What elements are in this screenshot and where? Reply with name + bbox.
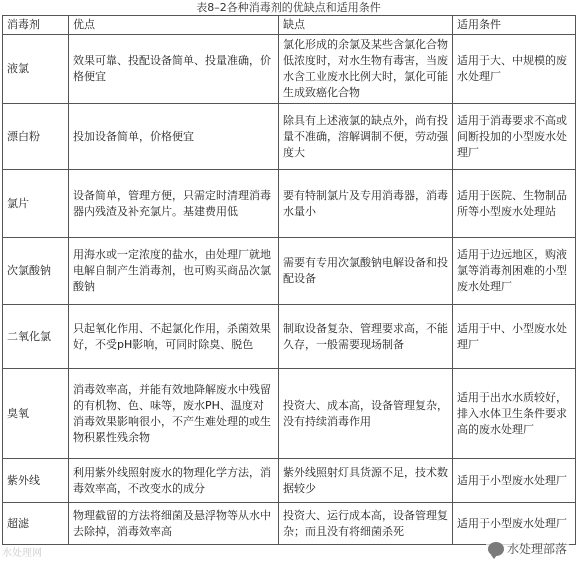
conditions-cell: 适用于小型废水处理厂 — [453, 459, 576, 503]
advantages-cell: 只起氧化作用、不起氯化作用，杀菌效果好，不受pH影响，可同时除臭、脱色 — [69, 305, 279, 369]
header-disadvantages: 缺点 — [279, 16, 453, 35]
table-row — [3, 459, 576, 503]
advantages-cell: 物理截留的方法将细菌及悬浮物等从水中去除掉，消毒效率高 — [69, 503, 279, 545]
watermark-right-label: 水处理部落 — [506, 542, 567, 556]
disadvantages-cell: 氯化形成的余氯及某些含氯化合物低浓度时，对水生物有毒害，当废水含工业废水比例大时，氯化可能生成致癌化合物 — [279, 35, 453, 104]
disadvantages-cell: 需要有专用次氯酸钠电解设备和投配设备 — [279, 238, 453, 305]
conditions-cell: 适用于医院、生物制品所等小型废水处理站 — [453, 170, 576, 238]
conditions-cell: 适用于消毒要求不高或间断投加的小型废水处理厂 — [453, 104, 576, 170]
advantages-cell: 投加设备简单，价格便宜 — [69, 104, 279, 170]
disinfectant-name: 氯片 — [3, 170, 69, 238]
table-row — [3, 503, 576, 545]
header-conditions: 适用条件 — [453, 16, 576, 35]
disinfectant-table — [2, 15, 576, 545]
conditions-cell: 适用于出水水质较好，排入水体卫生条件要求高的废水处理厂 — [453, 369, 576, 459]
disadvantages-cell: 要有特制氯片及专用消毒器，消毒水量小 — [279, 170, 453, 238]
table-header-row — [3, 16, 576, 35]
disinfectant-name: 液氯 — [3, 35, 69, 104]
disadvantages-cell: 投资大、成本高，设备管理复杂，没有持续消毒作用 — [279, 369, 453, 459]
watermark-left: 水处理网 — [2, 548, 42, 559]
table-row — [3, 35, 576, 104]
disadvantages-cell: 投资大、运行成本高，设备管理复杂；而且没有将细菌杀死 — [279, 503, 453, 545]
advantages-cell: 用海水或一定浓度的盐水，由处理厂就地电解自制产生消毒剂，也可购买商品次氯酸钠 — [69, 238, 279, 305]
table-row — [3, 369, 576, 459]
disadvantages-cell: 制取设备复杂、管理要求高，不能久存，一般需要现场制备 — [279, 305, 453, 369]
watermark-right — [486, 540, 569, 557]
conditions-cell: 适用于边远地区，购液氯等消毒剂困难的小型废水处理厂 — [453, 238, 576, 305]
table-row — [3, 305, 576, 369]
table-caption: 表8–2各种消毒剂的优缺点和适用条件 — [196, 1, 381, 14]
header-advantages: 优点 — [69, 16, 279, 35]
disinfectant-name: 漂白粉 — [3, 104, 69, 170]
table-row — [3, 238, 576, 305]
disinfectant-name: 紫外线 — [3, 459, 69, 503]
advantages-cell: 效果可靠、投配设备简单、投量准确，价格便宜 — [69, 35, 279, 104]
advantages-cell: 消毒效率高，并能有效地降解废水中残留的有机物、色、味等，废水PH、温度对消毒效果影响很小，不产生难处理的或生物积累性残余物 — [69, 369, 279, 459]
disinfectant-name: 超滤 — [3, 503, 69, 545]
chat-bubble-icon — [488, 542, 504, 556]
table-row — [3, 104, 576, 170]
conditions-cell: 适用于大、中规模的废水处理厂 — [453, 35, 576, 104]
disinfectant-name: 二氧化氯 — [3, 305, 69, 369]
advantages-cell: 利用紫外线照射废水的物理化学方法，消毒效率高，不改变水的成分 — [69, 459, 279, 503]
disadvantages-cell: 除具有上述液氯的缺点外，尚有投量不准确，溶解调制不便，劳动强度大 — [279, 104, 453, 170]
disinfectant-name: 次氯酸钠 — [3, 238, 69, 305]
conditions-cell: 适用于中、小型废水处理厂 — [453, 305, 576, 369]
conditions-cell: 适用于小型废水处理厂 — [453, 503, 576, 545]
advantages-cell: 设备简单，管理方便，只需定时清理消毒器内残渣及补充氯片。基建费用低 — [69, 170, 279, 238]
disadvantages-cell: 紫外线照射灯具货源不足，技术数据较少 — [279, 459, 453, 503]
table-row — [3, 170, 576, 238]
header-disinfectant: 消毒剂 — [3, 16, 69, 35]
disinfectant-name: 臭氧 — [3, 369, 69, 459]
